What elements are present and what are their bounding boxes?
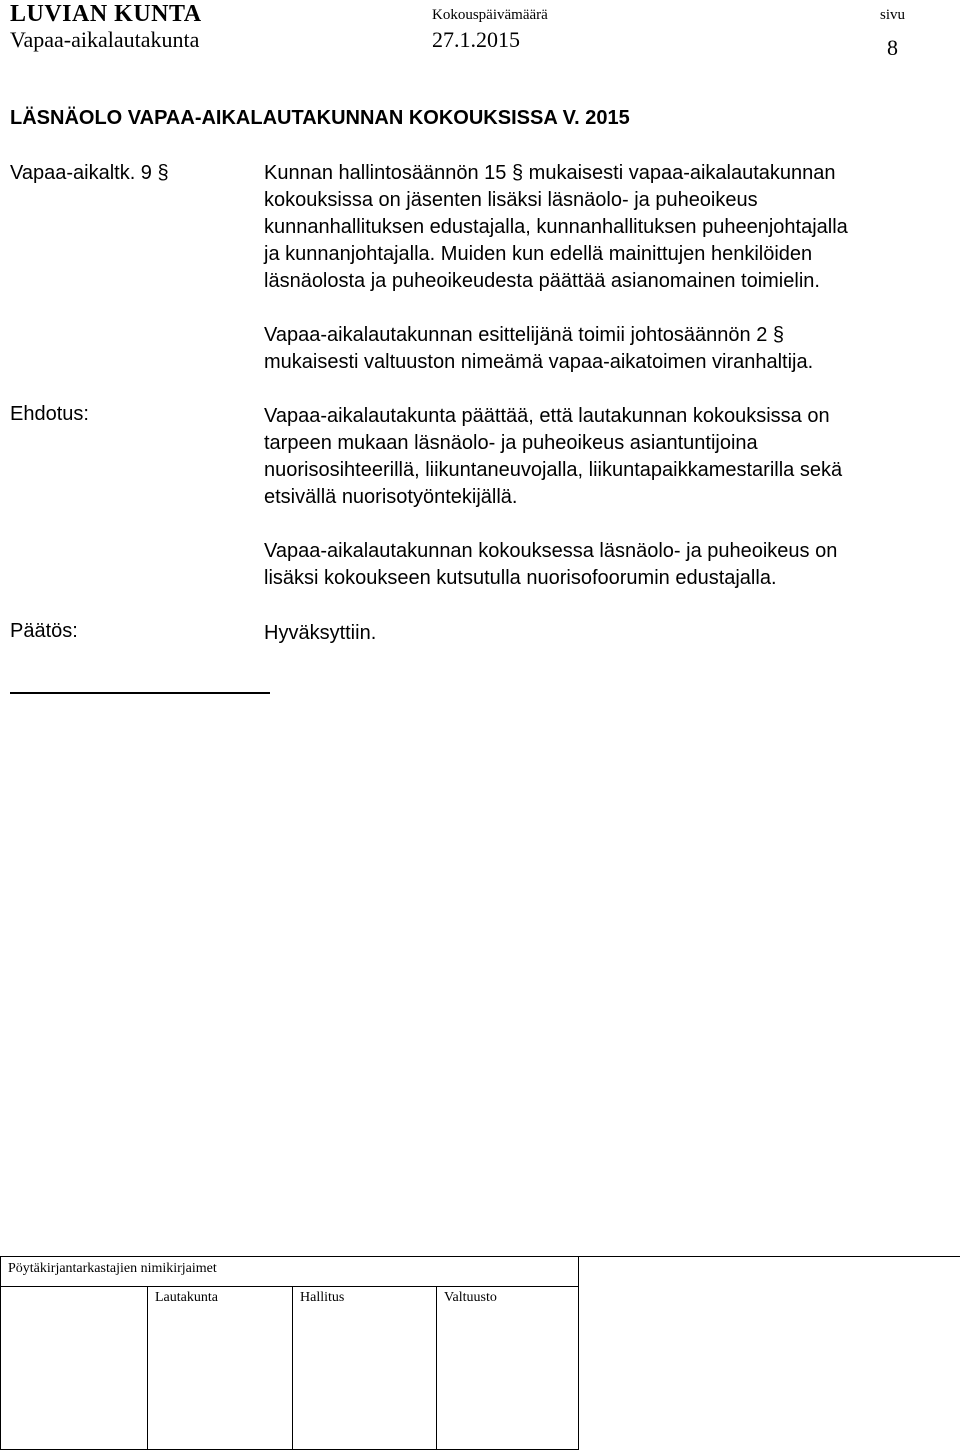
text-line: Vapaa-aikalautakunta päättää, että lautakunnan kokouksissa on: [264, 405, 830, 427]
footer-column-hallitus: Hallitus: [300, 1290, 345, 1305]
text-line: Vapaa-aikalautakunnan esittelijänä toimii johtosäännön 2 §: [264, 324, 784, 346]
footer-header-rule: [0, 1286, 578, 1287]
text-line: kokouksissa on jäsenten lisäksi läsnäolo- ja puheoikeus: [264, 189, 758, 211]
section-reference: Vapaa-aikaltk. 9 §: [10, 162, 169, 184]
meeting-date: 27.1.2015: [432, 27, 520, 52]
text-line: ja kunnanjohtajalla. Muiden kun edellä mainittujen henkilöiden: [264, 243, 813, 265]
section-paragraph-1: [264, 160, 848, 295]
decision-label: Päätös:: [10, 620, 78, 642]
organization-name: LUVIAN KUNTA: [10, 1, 202, 27]
meeting-date-label: Kokouspäivämäärä: [432, 7, 548, 23]
text-line: nuorisosihteerillä, liikuntaneuvojalla, liikuntapaikkamestarilla sekä: [264, 459, 843, 481]
footer-column-divider: [292, 1286, 293, 1450]
footer-initials-box: [0, 1256, 580, 1451]
footer-title: Pöytäkirjantarkastajien nimikirjaimet: [8, 1261, 217, 1276]
text-line: Kunnan hallintosäännön 15 § mukaisesti vapaa-aikalautakunnan: [264, 162, 836, 184]
footer-column-valtuusto: Valtuusto: [444, 1290, 497, 1305]
text-line: mukaisesti valtuuston nimeämä vapaa-aikatoimen viranhaltija.: [264, 351, 814, 373]
text-line: tarpeen mukaan läsnäolo- ja puheoikeus asiantuntijoina: [264, 432, 758, 454]
proposal-label: Ehdotus:: [10, 403, 89, 425]
footer-border-bottom: [0, 1449, 578, 1450]
decision-text: Hyväksyttiin.: [264, 622, 377, 644]
page-label: sivu: [880, 7, 906, 23]
committee-name: Vapaa-aikalautakunta: [10, 27, 200, 52]
footer-border-right: [578, 1256, 579, 1450]
text-line: lisäksi kokoukseen kutsutulla nuorisofoorumin edustajalla.: [264, 567, 777, 589]
footer-column-divider: [147, 1286, 148, 1450]
section-paragraph-2: [264, 322, 813, 376]
proposal-paragraph-2: [264, 538, 837, 592]
proposal-paragraph-1: [264, 403, 842, 511]
document-title: LÄSNÄOLO VAPAA-AIKALAUTAKUNNAN KOKOUKSISSA V. 2015: [10, 107, 630, 129]
signature-line: [10, 692, 270, 694]
text-line: etsivällä nuorisotyöntekijällä.: [264, 486, 518, 508]
text-line: Vapaa-aikalautakunnan kokouksessa läsnäolo- ja puheoikeus on: [264, 540, 838, 562]
footer-column-divider: [436, 1286, 437, 1450]
text-line: kunnanhallituksen edustajalla, kunnanhallituksen puheenjohtajalla: [264, 216, 848, 238]
page-number: 8: [887, 35, 898, 60]
footer-column-lautakunta: Lautakunta: [155, 1290, 218, 1305]
text-line: läsnäolosta ja puheoikeudesta päättää asianomainen toimielin.: [264, 270, 820, 292]
